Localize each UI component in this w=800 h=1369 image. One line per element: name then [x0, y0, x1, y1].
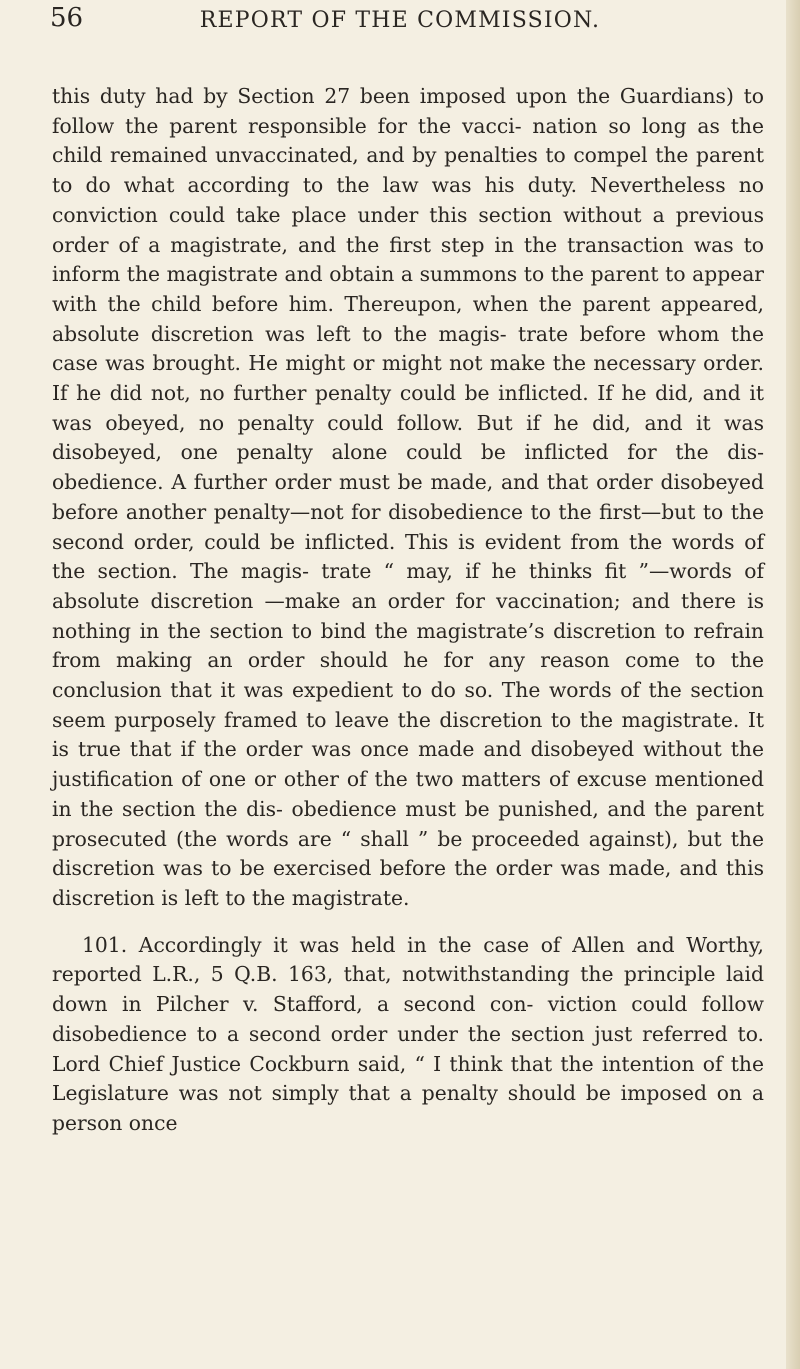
paragraph-101: 101. Accordingly it was held in the case of Allen and Worthy, reported L.R., 5 Q.B. 163, that, notwithstanding the principle laid down in Pilcher v. Stafford, a second con- viction could follow disobedience to a second order under the section just referred to. Lord Chief Justice Cockburn said, “ I think that the intention of the Legislature was not simply that a penalty should be imposed on a person once [52, 932, 764, 1135]
page-number: 56 [50, 3, 84, 33]
body-text [52, 82, 764, 1139]
running-header: REPORT OF THE COMMISSION. [199, 8, 601, 33]
paragraph-continued: this duty had by Section 27 been imposed upon the Guardians) to follow the parent responsible for the vacci- nation so long as the child remained unvaccinated, and by penalties to compel the parent to do what according to the law was his duty. Nevertheless no conviction could take place under this section without a previous order of a magistrate, and the first step in the transaction was to inform the magistrate and obtain a summons to the parent to appear with the child before him. Thereupon, when the parent appeared, absolute discretion was left to the magis- trate before whom the case was brought. He might or might not make the necessary order. If he did not, no further penalty could be inflicted. If he did, and it was obeyed, no penalty could follow. But if he did, and it was disobeyed, one penalty alone could be inflicted for the dis- obedience. A further order must be made, and that order disobeyed before another penalty—not for disobedience to the first—but to the second order, could be inflicted. This is evident from the words of the section. The magis- trate “ may, if he thinks fit ”—words of absolute discretion —make an order for vaccination; and there is nothing in the section to bind the magistrate’s discretion to refrain from making an order should he for any reason come to the conclusion that it was expedient to do so. The words of the section seem purposely framed to leave the discretion to the magistrate. It is true that if the order was once made and disobeyed without the justification of one or other of the two matters of excuse mentioned in the section the dis- obedience must be punished, and the parent prosecuted (the words are “ shall ” be proceeded against), but the discretion was to be exercised before the order was made, and this discretion is left to the magistrate. [52, 84, 764, 910]
